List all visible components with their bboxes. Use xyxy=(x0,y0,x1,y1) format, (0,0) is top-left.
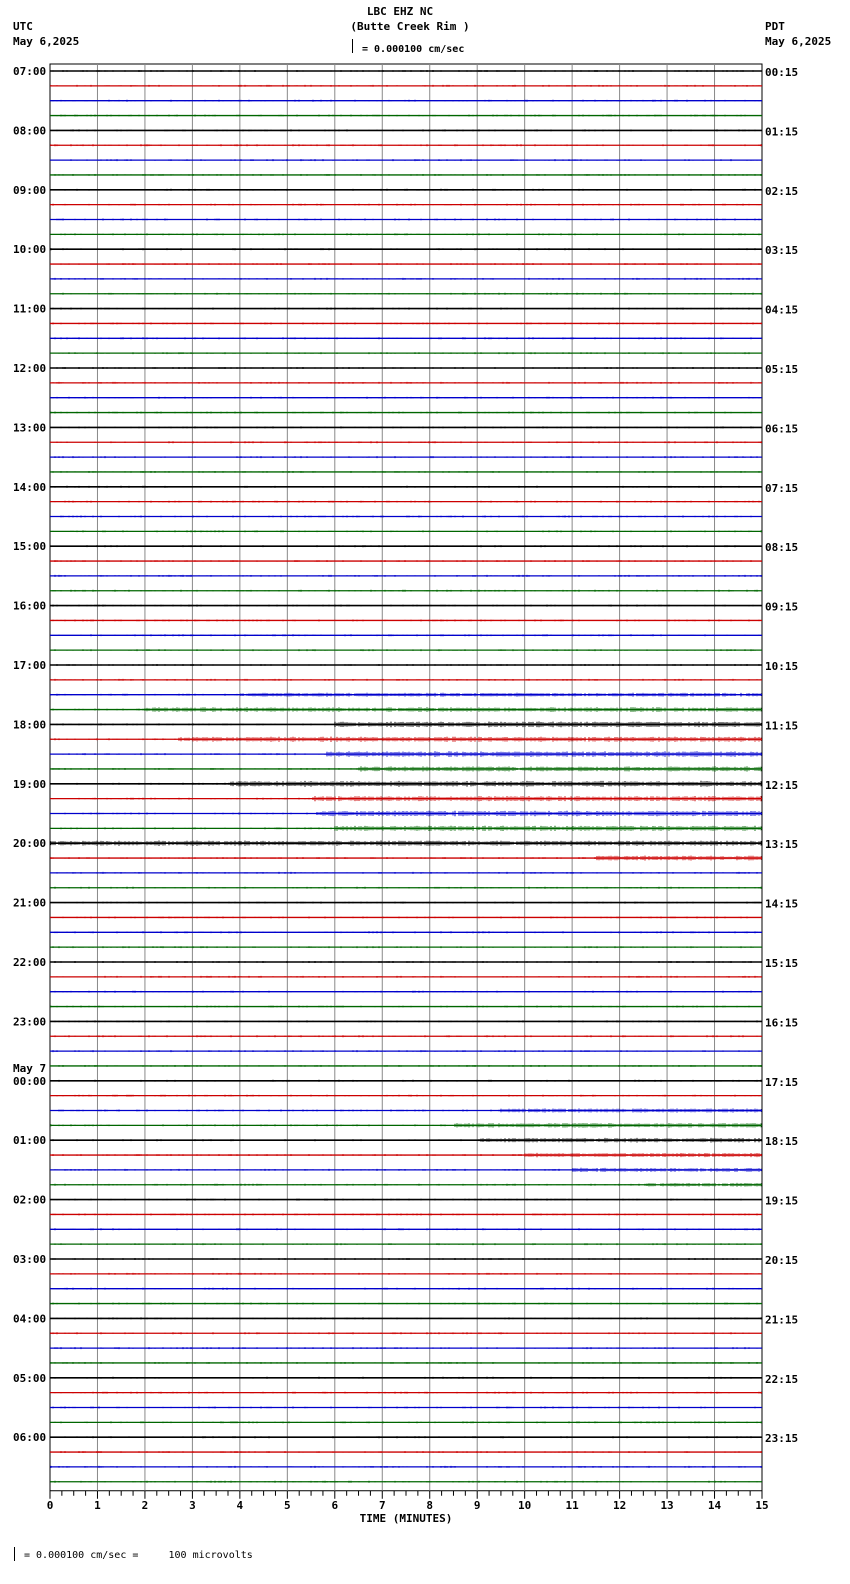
utc-hour-label: 09:00 xyxy=(13,183,47,197)
utc-hour-label: 04:00 xyxy=(13,1312,47,1326)
trace-41 xyxy=(50,679,762,681)
trace-2 xyxy=(50,100,762,102)
trace-63 xyxy=(50,1006,762,1008)
x-tick-label: 13 xyxy=(660,1498,674,1512)
plot-frame xyxy=(50,64,762,1491)
site-name: (Butte Creek Rim ) xyxy=(350,20,470,33)
utc-hour-label: 16:00 xyxy=(13,599,47,613)
trace-82 xyxy=(50,1288,762,1290)
utc-hour-label: 19:00 xyxy=(13,777,47,791)
trace-62 xyxy=(50,991,762,993)
trace-11 xyxy=(50,233,762,235)
utc-hour-label: 06:00 xyxy=(13,1431,47,1445)
pdt-hour-label: 01:15 xyxy=(765,125,799,139)
trace-88 xyxy=(50,1377,762,1379)
trace-89 xyxy=(50,1392,762,1394)
pdt-hour-label: 18:15 xyxy=(765,1135,799,1149)
trace-39 xyxy=(50,649,762,651)
trace-57 xyxy=(50,917,762,919)
trace-23 xyxy=(50,412,762,414)
pdt-hour-label: 09:15 xyxy=(765,600,799,614)
trace-38 xyxy=(50,634,762,636)
trace-9 xyxy=(50,204,762,206)
trace-68 xyxy=(50,1080,762,1082)
trace-37 xyxy=(50,620,762,622)
trace-67 xyxy=(50,1065,762,1067)
pdt-hour-label: 04:15 xyxy=(765,303,799,317)
trace-35 xyxy=(50,590,762,592)
trace-27 xyxy=(50,471,762,473)
x-tick-label: 1 xyxy=(94,1498,101,1512)
trace-43 xyxy=(50,707,762,712)
left-date: May 6,2025 xyxy=(13,35,80,48)
trace-78 xyxy=(50,1228,762,1230)
trace-8 xyxy=(50,189,762,191)
pdt-hour-label: 13:15 xyxy=(765,838,799,852)
trace-52 xyxy=(50,841,762,846)
pdt-hour-label: 07:15 xyxy=(765,481,799,495)
utc-hour-label: 11:00 xyxy=(13,302,47,316)
trace-24 xyxy=(50,426,762,428)
trace-70 xyxy=(50,1109,762,1113)
trace-64 xyxy=(50,1020,762,1022)
trace-83 xyxy=(50,1303,762,1305)
trace-94 xyxy=(50,1466,762,1468)
trace-69 xyxy=(50,1095,762,1097)
trace-53 xyxy=(50,856,762,861)
trace-10 xyxy=(50,219,762,221)
trace-93 xyxy=(50,1451,762,1453)
utc-hour-label: 05:00 xyxy=(13,1371,47,1385)
trace-34 xyxy=(50,575,762,577)
trace-47 xyxy=(50,766,762,771)
trace-72 xyxy=(50,1138,762,1143)
pdt-hour-label: 21:15 xyxy=(765,1313,799,1327)
pdt-hour-label: 19:15 xyxy=(765,1194,799,1208)
trace-19 xyxy=(50,352,762,354)
x-tick-label: 15 xyxy=(755,1498,769,1512)
pdt-hour-label: 03:15 xyxy=(765,244,799,258)
pdt-hour-label: 16:15 xyxy=(765,1016,799,1030)
trace-91 xyxy=(50,1421,762,1423)
trace-4 xyxy=(50,129,762,131)
trace-50 xyxy=(50,811,762,817)
footer-scale-icon xyxy=(14,1547,15,1561)
trace-87 xyxy=(50,1362,762,1364)
trace-31 xyxy=(50,530,762,532)
left-timezone: UTC xyxy=(13,20,33,33)
trace-48 xyxy=(50,781,762,787)
utc-hour-label: 12:00 xyxy=(13,362,47,375)
trace-36 xyxy=(50,605,762,607)
trace-77 xyxy=(50,1214,762,1216)
pdt-hour-label: 06:15 xyxy=(765,422,799,436)
trace-signal xyxy=(53,1153,761,1157)
footer-scale-note: = 0.000100 cm/sec = 100 microvolts xyxy=(24,1550,253,1561)
x-tick-label: 6 xyxy=(331,1498,339,1512)
trace-92 xyxy=(50,1436,762,1438)
pdt-hour-label: 00:15 xyxy=(765,66,799,79)
trace-51 xyxy=(50,826,762,831)
utc-hour-label: 14:00 xyxy=(13,480,47,494)
day-change-label: May 7 xyxy=(13,1061,47,1075)
utc-hour-label: 18:00 xyxy=(13,718,47,732)
trace-28 xyxy=(50,486,762,488)
trace-21 xyxy=(50,382,762,384)
trace-40 xyxy=(50,664,762,666)
utc-hour-label: 03:00 xyxy=(13,1253,47,1266)
trace-signal xyxy=(53,766,761,771)
trace-71 xyxy=(50,1123,762,1128)
x-tick-label: 7 xyxy=(378,1498,386,1512)
utc-hour-label: 10:00 xyxy=(13,243,47,257)
trace-18 xyxy=(50,337,762,339)
pdt-hour-label: 20:15 xyxy=(765,1254,799,1267)
trace-29 xyxy=(50,501,762,503)
trace-74 xyxy=(50,1168,762,1172)
x-tick-label: 14 xyxy=(707,1498,722,1512)
pdt-hour-label: 05:15 xyxy=(765,363,799,376)
station-title: LBC EHZ NC xyxy=(366,5,434,18)
pdt-hour-label: 14:15 xyxy=(765,897,799,911)
utc-hour-label: 21:00 xyxy=(13,896,47,910)
trace-61 xyxy=(50,976,762,978)
trace-17 xyxy=(50,323,762,325)
trace-90 xyxy=(50,1407,762,1409)
trace-1 xyxy=(50,85,762,87)
trace-55 xyxy=(50,887,762,889)
utc-hour-label: 23:00 xyxy=(13,1015,47,1029)
trace-6 xyxy=(50,159,762,161)
trace-46 xyxy=(50,751,762,757)
trace-45 xyxy=(50,737,762,742)
x-tick-label: 2 xyxy=(141,1498,149,1512)
x-tick-label: 8 xyxy=(426,1498,434,1512)
trace-signal xyxy=(53,722,761,728)
trace-81 xyxy=(50,1273,762,1275)
trace-59 xyxy=(50,946,762,948)
x-tick-label: 11 xyxy=(565,1498,579,1512)
trace-73 xyxy=(50,1153,762,1157)
x-tick-label: 4 xyxy=(236,1498,244,1512)
utc-hour-label: 02:00 xyxy=(13,1193,47,1207)
trace-76 xyxy=(50,1199,762,1201)
x-tick-label: 10 xyxy=(518,1498,532,1512)
trace-58 xyxy=(50,931,762,933)
trace-84 xyxy=(50,1317,762,1319)
trace-26 xyxy=(50,456,762,458)
trace-86 xyxy=(50,1347,762,1349)
trace-56 xyxy=(50,902,762,904)
trace-0 xyxy=(50,70,762,72)
trace-95 xyxy=(50,1481,762,1483)
x-tick-label: 9 xyxy=(473,1498,481,1512)
trace-signal xyxy=(53,620,761,622)
trace-5 xyxy=(50,144,762,146)
trace-22 xyxy=(50,397,762,399)
utc-hour-label: 20:00 xyxy=(13,837,47,851)
trace-32 xyxy=(50,545,762,547)
trace-15 xyxy=(50,293,762,295)
trace-60 xyxy=(50,961,762,963)
trace-30 xyxy=(50,516,762,518)
pdt-hour-label: 10:15 xyxy=(765,660,799,673)
trace-75 xyxy=(50,1183,762,1187)
pdt-hour-label: 11:15 xyxy=(765,719,799,733)
trace-16 xyxy=(50,308,762,310)
trace-12 xyxy=(50,248,762,250)
trace-65 xyxy=(50,1035,762,1037)
trace-85 xyxy=(50,1332,762,1334)
trace-25 xyxy=(50,441,762,443)
pdt-hour-label: 22:15 xyxy=(765,1372,799,1386)
trace-42 xyxy=(50,693,762,697)
utc-hour-label: 01:00 xyxy=(13,1134,47,1148)
trace-79 xyxy=(50,1243,762,1245)
utc-hour-label: 15:00 xyxy=(13,540,47,554)
utc-hour-label: 17:00 xyxy=(13,659,47,672)
trace-44 xyxy=(50,722,762,728)
pdt-hour-label: 12:15 xyxy=(765,778,799,792)
utc-hour-label: 00:00 xyxy=(13,1074,47,1088)
utc-hour-label: 22:00 xyxy=(13,956,47,969)
trace-3 xyxy=(50,115,762,117)
pdt-hour-label: 23:15 xyxy=(765,1432,799,1446)
trace-14 xyxy=(50,278,762,280)
x-tick-label: 3 xyxy=(189,1498,196,1512)
right-timezone: PDT xyxy=(765,20,785,33)
trace-66 xyxy=(50,1050,762,1052)
utc-hour-label: 08:00 xyxy=(13,124,47,138)
trace-54 xyxy=(50,872,762,874)
x-tick-label: 12 xyxy=(612,1498,627,1512)
trace-33 xyxy=(50,560,762,562)
pdt-hour-label: 17:15 xyxy=(765,1075,799,1089)
trace-signal xyxy=(53,707,761,712)
utc-hour-label: 13:00 xyxy=(13,421,47,435)
pdt-hour-label: 08:15 xyxy=(765,541,799,555)
x-axis-label: TIME (MINUTES) xyxy=(359,1511,453,1525)
pdt-hour-label: 15:15 xyxy=(765,957,799,970)
trace-80 xyxy=(50,1258,762,1260)
utc-hour-label: 07:00 xyxy=(13,65,47,78)
trace-7 xyxy=(50,174,762,176)
trace-13 xyxy=(50,263,762,265)
x-tick-label: 0 xyxy=(46,1498,54,1512)
right-date: May 6,2025 xyxy=(765,35,832,48)
trace-20 xyxy=(50,367,762,369)
x-tick-label: 5 xyxy=(284,1498,291,1512)
pdt-hour-label: 02:15 xyxy=(765,184,799,198)
trace-49 xyxy=(50,796,762,801)
scale-label: = 0.000100 cm/sec xyxy=(362,44,465,55)
